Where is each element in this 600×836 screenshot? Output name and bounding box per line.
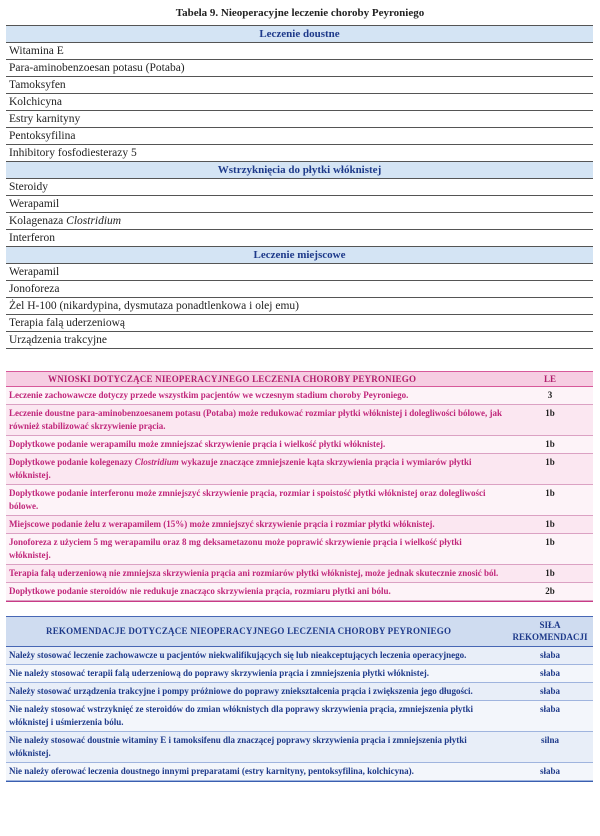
treatment-item: Interferon bbox=[9, 232, 55, 244]
treatment-item: Żel H-100 (nikardypina, dysmutaza ponadtlenkowa i olej emu) bbox=[6, 298, 593, 315]
recommendation-strength: silna bbox=[540, 735, 559, 745]
level-of-evidence: 3 bbox=[547, 390, 553, 400]
conclusions-table bbox=[6, 371, 593, 602]
conclusion-row bbox=[6, 534, 593, 565]
recommendation-row bbox=[6, 647, 593, 665]
treatment-item: Werapamil bbox=[6, 196, 593, 213]
strength-header: SIŁA REKOMENDACJI bbox=[512, 620, 588, 642]
recommendation-row bbox=[6, 732, 593, 763]
recommendation-text: Nie należy stosować wstrzyknięć ze steroidów do zmian włóknistych dla poprawy skrzywienia prącia, zmniejszenia płytki włóknistej i uśmierzenia bólu. bbox=[9, 704, 474, 727]
treatment-item: Terapia falą uderzeniową bbox=[6, 315, 593, 332]
recommendation-text: Nie należy oferować leczenia doustnego innymi preparatami (estry karnityny, pentoksyfilina, kolchicyna). bbox=[9, 766, 414, 776]
recommendations-header: REKOMENDACJE DOTYCZĄCE NIEOPERACYJNEGO LECZENIA CHOROBY PEYRONIEGO bbox=[46, 626, 452, 636]
conclusion-text: Dopłytkowe podanie kolegenazy Clostridium wykazuje znaczące zmniejszenie kąta skrzywienia prącia i wymiarów płytki włóknistej. bbox=[9, 457, 472, 480]
level-of-evidence: 1b bbox=[545, 439, 555, 449]
section-heading-injections: Wstrzyknięcia do płytki włóknistej bbox=[6, 162, 593, 178]
conclusion-text: Dopłytkowe podanie interferonu może zmniejszyć skrzywienie prącia, rozmiar i spoistość płytki włóknistej oraz dolegliwości bólowe. bbox=[9, 488, 486, 511]
recommendations-header-row bbox=[6, 616, 593, 647]
level-of-evidence: 1b bbox=[545, 408, 555, 418]
recommendation-strength: słaba bbox=[539, 686, 560, 696]
conclusion-text: Leczenie doustne para-aminobenzoesanem potasu (Potaba) może redukować rozmiar płytki włóknistej i dolegliwości bólowe, jak również stabilizować skrzywienie prącia. bbox=[9, 408, 502, 431]
table-title: Tabela 9. Nieoperacyjne leczenie choroby Peyroniego bbox=[175, 7, 425, 19]
conclusion-text: Dopłytkowe podanie werapamilu może zmniejszać skrzywienie prącia i wielkość płytki włóknistej. bbox=[9, 439, 386, 449]
level-of-evidence: 1b bbox=[545, 488, 555, 498]
recommendation-strength: słaba bbox=[539, 650, 560, 660]
treatment-table bbox=[6, 25, 593, 349]
treatment-item: Urządzenia trakcyjne bbox=[6, 332, 593, 349]
section-heading-oral: Leczenie doustne bbox=[6, 26, 593, 42]
recommendation-strength: słaba bbox=[539, 704, 560, 714]
conclusion-text: Terapia falą uderzeniową nie zmniejsza skrzywienia prącia ani rozmiarów płytki włóknistej, może jednak skutecznie znosić ból. bbox=[9, 568, 499, 578]
recommendation-text: Należy stosować urządzenia trakcyjne i pompy próżniowe do poprawy zniekształcenia prącia i zwiększenia jego długości. bbox=[9, 686, 473, 696]
conclusion-row bbox=[6, 565, 593, 583]
conclusions-header-row bbox=[6, 371, 593, 387]
treatment-item: Inhibitory fosfodiesterazy 5 bbox=[9, 147, 137, 159]
recommendation-row bbox=[6, 763, 593, 781]
recommendation-row bbox=[6, 665, 593, 683]
conclusion-text: Leczenie zachowawcze dotyczy przede wszystkim pacjentów we wczesnym stadium choroby Peyroniego. bbox=[9, 390, 409, 400]
treatment-item: Witamina E bbox=[6, 43, 593, 60]
recommendation-row bbox=[6, 683, 593, 701]
level-of-evidence: 1b bbox=[545, 537, 555, 547]
recommendation-strength: słaba bbox=[539, 668, 560, 678]
recommendation-row bbox=[6, 701, 593, 732]
treatment-item: Para-aminobenzoesan potasu (Potaba) bbox=[6, 60, 593, 77]
conclusion-row bbox=[6, 436, 593, 454]
treatment-item: Tamoksyfen bbox=[6, 77, 593, 94]
recommendations-table bbox=[6, 616, 593, 782]
conclusion-row bbox=[6, 485, 593, 516]
conclusion-text: Dopłytkowe podanie steroidów nie redukuje znacząco skrzywienia prącia, rozmiaru płytki ani bólu. bbox=[9, 586, 391, 596]
level-of-evidence: 1b bbox=[545, 568, 555, 578]
conclusion-row bbox=[6, 405, 593, 436]
treatment-item: Jonoforeza bbox=[6, 281, 593, 298]
treatment-item: Steroidy bbox=[6, 179, 593, 196]
conclusion-text: Miejscowe podanie żelu z werapamilem (15%) może zmniejszyć skrzywienie prącia i rozmiar płytki włóknistej. bbox=[9, 519, 435, 529]
treatment-item: Werapamil bbox=[6, 264, 593, 281]
conclusion-text: Jonoforeza z użyciem 5 mg werapamilu oraz 8 mg deksametazonu może poprawić skrzywienie prącia i wielkość płytki włóknistej. bbox=[9, 537, 462, 560]
level-of-evidence: 1b bbox=[545, 519, 555, 529]
level-of-evidence: 1b bbox=[545, 457, 555, 467]
treatment-item: Kolagenaza Clostridium bbox=[6, 213, 593, 230]
conclusion-row bbox=[6, 583, 593, 601]
conclusion-row bbox=[6, 454, 593, 485]
conclusion-row bbox=[6, 516, 593, 534]
le-header: LE bbox=[543, 374, 556, 384]
conclusions-header: WNIOSKI DOTYCZĄCE NIEOPERACYJNEGO LECZENIA CHOROBY PEYRONIEGO bbox=[48, 374, 417, 384]
recommendation-text: Nie należy stosować doustnie witaminy E i tamoksifenu dla znaczącej poprawy skrzywienia prącia i zmniejszenia płytki włóknistej. bbox=[9, 735, 467, 758]
recommendation-text: Nie należy stosować terapii falą uderzeniową do poprawy skrzywienia prącia i zmniejszenia płytki włóknistej. bbox=[9, 668, 429, 678]
recommendation-strength: słaba bbox=[539, 766, 560, 776]
recommendation-text: Należy stosować leczenie zachowawcze u pacjentów niekwalifikujących się lub nieakceptujących leczenia operacyjnego. bbox=[9, 650, 467, 660]
level-of-evidence: 2b bbox=[545, 586, 555, 596]
treatment-item: Estry karnityny bbox=[6, 111, 593, 128]
section-heading-topical: Leczenie miejscowe bbox=[6, 247, 593, 263]
conclusion-row bbox=[6, 387, 593, 405]
treatment-item: Kolchicyna bbox=[6, 94, 593, 111]
treatment-item: Pentoksyfilina bbox=[6, 128, 593, 145]
